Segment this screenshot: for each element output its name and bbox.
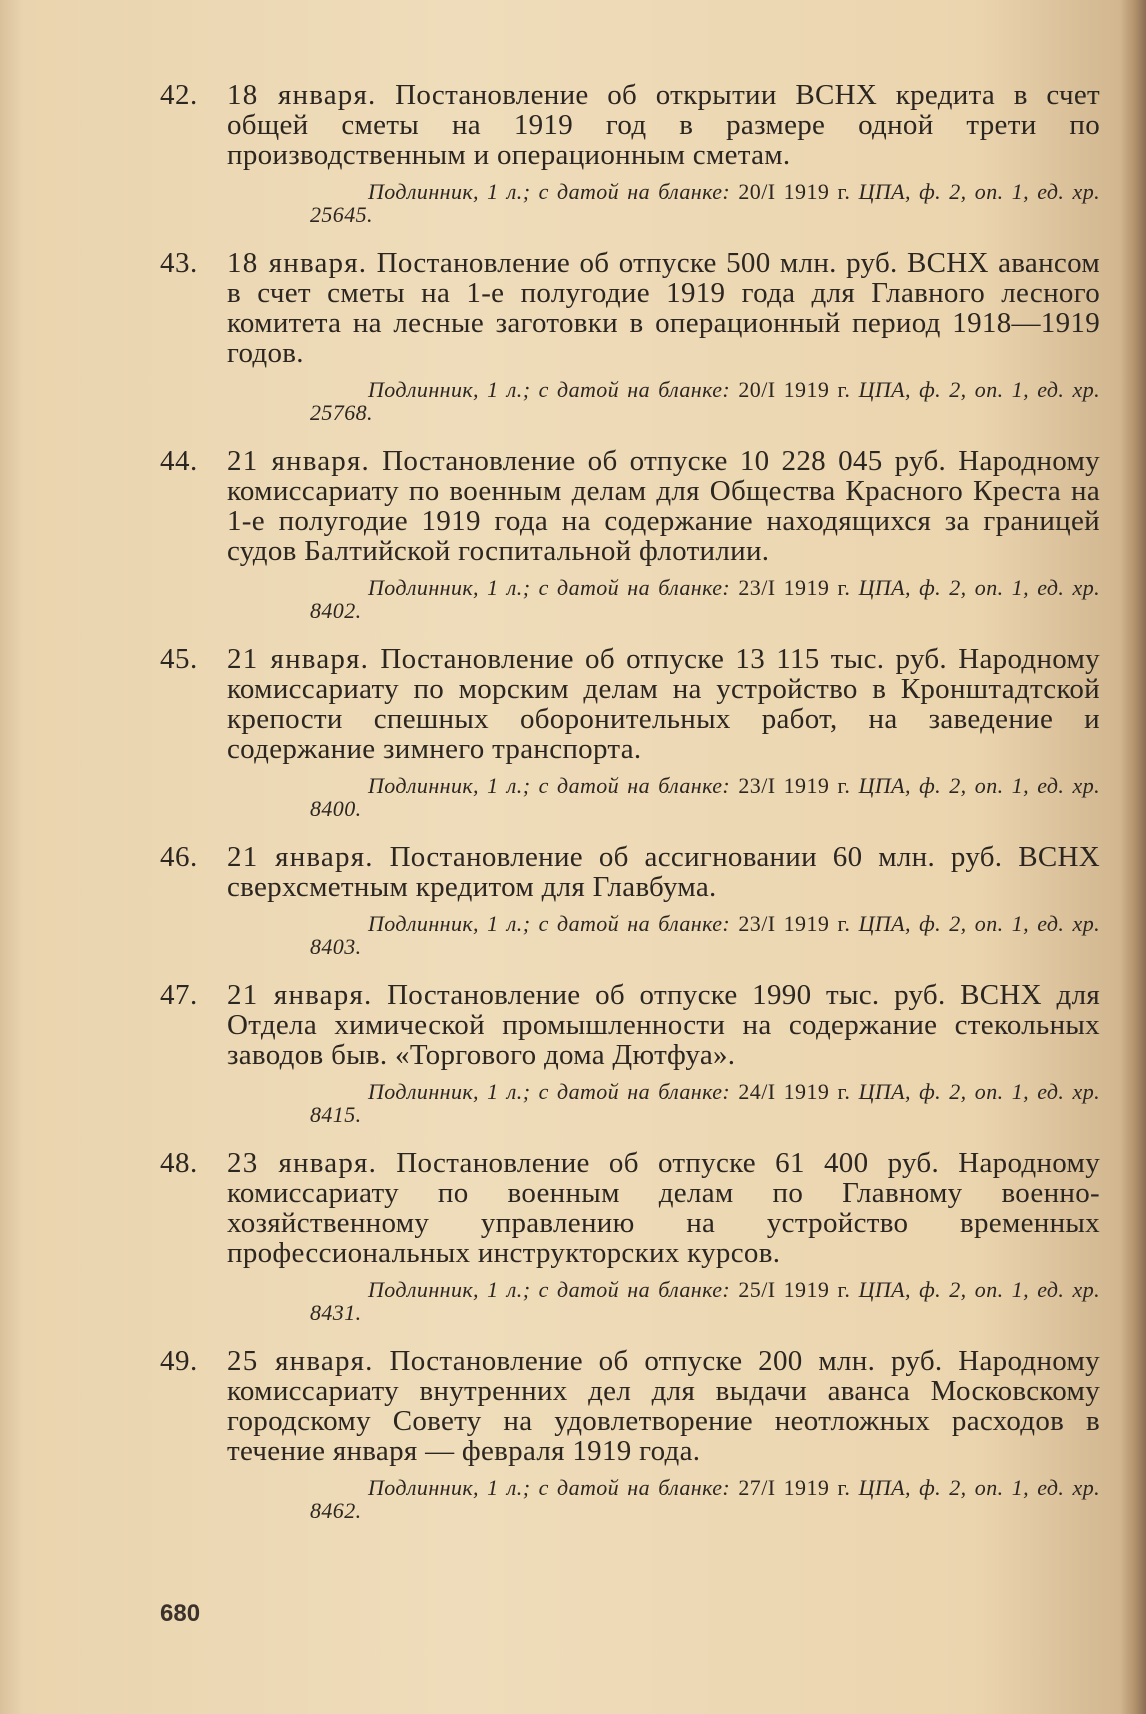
entry-source — [310, 378, 1100, 424]
page-left-edge — [0, 0, 22, 1714]
entry-date: 21 января. — [227, 445, 370, 477]
entry-description: Постановление об ассигновании 60 млн. руб. ВСНХ сверхсметным кредитом для Главбума. — [227, 841, 1100, 903]
source-archive: ЦПА, ф. 2, оп. 1, ед. хр. 8462. — [310, 1475, 1100, 1523]
entry-description: Постановление об отпуске 61 400 руб. Народному комиссариату по военным делам по Главному военно-хозяйственному управлению на устройство временных профессиональных инструкторских курсов. — [227, 1147, 1100, 1269]
entry-source — [310, 180, 1100, 226]
source-archive: ЦПА, ф. 2, оп. 1, ед. хр. 25645. — [310, 179, 1100, 227]
entry-45 — [160, 644, 1100, 820]
entry-date: 21 января. — [227, 979, 373, 1011]
entry-source — [310, 576, 1100, 622]
entry-date: 18 января. — [227, 79, 377, 111]
entry-43 — [160, 248, 1100, 424]
entry-description: Постановление об отпуске 1990 тыс. руб. ВСНХ для Отдела химической промышленности на содержание стекольных заводов быв. «Торгового дома Дютфуа». — [227, 979, 1100, 1071]
entry-text-block — [227, 248, 1100, 368]
source-date: 23/I 1919 г. — [738, 773, 851, 798]
entry-number: 43. — [160, 247, 198, 279]
page-number: 680 — [160, 1600, 201, 1627]
page-fold-shadow — [1120, 0, 1146, 1714]
entries-list — [160, 80, 1100, 1544]
entry-text-block — [227, 1346, 1100, 1466]
entry-number: 46. — [160, 841, 198, 873]
source-date: 27/I 1919 г. — [738, 1475, 851, 1500]
source-prefix: Подлинник, 1 л.; с датой на бланке: — [368, 911, 731, 936]
entry-number: 44. — [160, 445, 198, 477]
entry-date: 23 января. — [227, 1147, 378, 1179]
entry-text-block — [227, 80, 1100, 170]
source-prefix: Подлинник, 1 л.; с датой на бланке: — [368, 773, 731, 798]
source-prefix: Подлинник, 1 л.; с датой на бланке: — [368, 575, 731, 600]
source-date: 23/I 1919 г. — [738, 575, 851, 600]
entry-source — [310, 912, 1100, 958]
source-date: 25/I 1919 г. — [738, 1277, 851, 1302]
source-date: 24/I 1919 г. — [738, 1079, 851, 1104]
source-archive: ЦПА, ф. 2, оп. 1, ед. хр. 8431. — [310, 1277, 1100, 1325]
entry-number: 45. — [160, 643, 198, 675]
source-archive: ЦПА, ф. 2, оп. 1, ед. хр. 8415. — [310, 1079, 1100, 1127]
entry-text-block — [227, 842, 1100, 902]
source-prefix: Подлинник, 1 л.; с датой на бланке: — [368, 1277, 731, 1302]
entry-text-block — [227, 644, 1100, 764]
entry-date: 21 января. — [227, 841, 374, 873]
source-archive: ЦПА, ф. 2, оп. 1, ед. хр. 8400. — [310, 773, 1100, 821]
entry-source — [310, 774, 1100, 820]
entry-source — [310, 1278, 1100, 1324]
entry-date: 18 января. — [227, 247, 368, 279]
source-date: 20/I 1919 г. — [738, 179, 851, 204]
entry-number: 48. — [160, 1147, 198, 1179]
entry-description: Постановление об отпуске 13 115 тыс. руб. Народному комиссариату по морским делам на устройство в Кронштадтской крепости спешных оборонительных работ, на заведение и содержание зимнего транспорта. — [227, 643, 1100, 765]
source-prefix: Подлинник, 1 л.; с датой на бланке: — [368, 377, 731, 402]
entry-text-block — [227, 1148, 1100, 1268]
source-date: 23/I 1919 г. — [738, 911, 851, 936]
source-prefix: Подлинник, 1 л.; с датой на бланке: — [368, 179, 731, 204]
entry-number: 42. — [160, 79, 198, 111]
entry-number: 47. — [160, 979, 198, 1011]
entry-description: Постановление об отпуске 500 млн. руб. ВСНХ авансом в счет сметы на 1-е полугодие 1919 года для Главного лесного комитета на лесные заготовки в операционный период 1918—1919 годов. — [227, 247, 1100, 369]
entry-description: Постановление об открытии ВСНХ кредита в счет общей сметы на 1919 год в размере одной трети по производственным и операционным сметам. — [227, 79, 1100, 171]
entry-46 — [160, 842, 1100, 958]
entry-48 — [160, 1148, 1100, 1324]
entry-date: 25 января. — [227, 1345, 374, 1377]
entry-source — [310, 1476, 1100, 1522]
entry-44 — [160, 446, 1100, 622]
entry-49 — [160, 1346, 1100, 1522]
source-prefix: Подлинник, 1 л.; с датой на бланке: — [368, 1475, 731, 1500]
entry-description: Постановление об отпуске 200 млн. руб. Народному комиссариату внутренних дел для выдачи аванса Московскому городскому Совету на удовлетворение неотложных расходов в течение января — февраля 1919 года. — [227, 1345, 1100, 1467]
entry-description: Постановление об отпуске 10 228 045 руб. Народному комиссариату по военным делам для Общества Красного Креста на 1-е полугодие 1919 года на содержание находящихся за границей судов Балтийской госпитальной флотилии. — [227, 445, 1100, 567]
source-archive: ЦПА, ф. 2, оп. 1, ед. хр. 8402. — [310, 575, 1100, 623]
source-archive: ЦПА, ф. 2, оп. 1, ед. хр. 8403. — [310, 911, 1100, 959]
entry-47 — [160, 980, 1100, 1126]
entry-source — [310, 1080, 1100, 1126]
source-archive: ЦПА, ф. 2, оп. 1, ед. хр. 25768. — [310, 377, 1100, 425]
entry-text-block — [227, 446, 1100, 566]
source-date: 20/I 1919 г. — [738, 377, 851, 402]
entry-date: 21 января. — [227, 643, 370, 675]
entry-text-block — [227, 980, 1100, 1070]
entry-42 — [160, 80, 1100, 226]
source-prefix: Подлинник, 1 л.; с датой на бланке: — [368, 1079, 731, 1104]
entry-number: 49. — [160, 1345, 198, 1377]
